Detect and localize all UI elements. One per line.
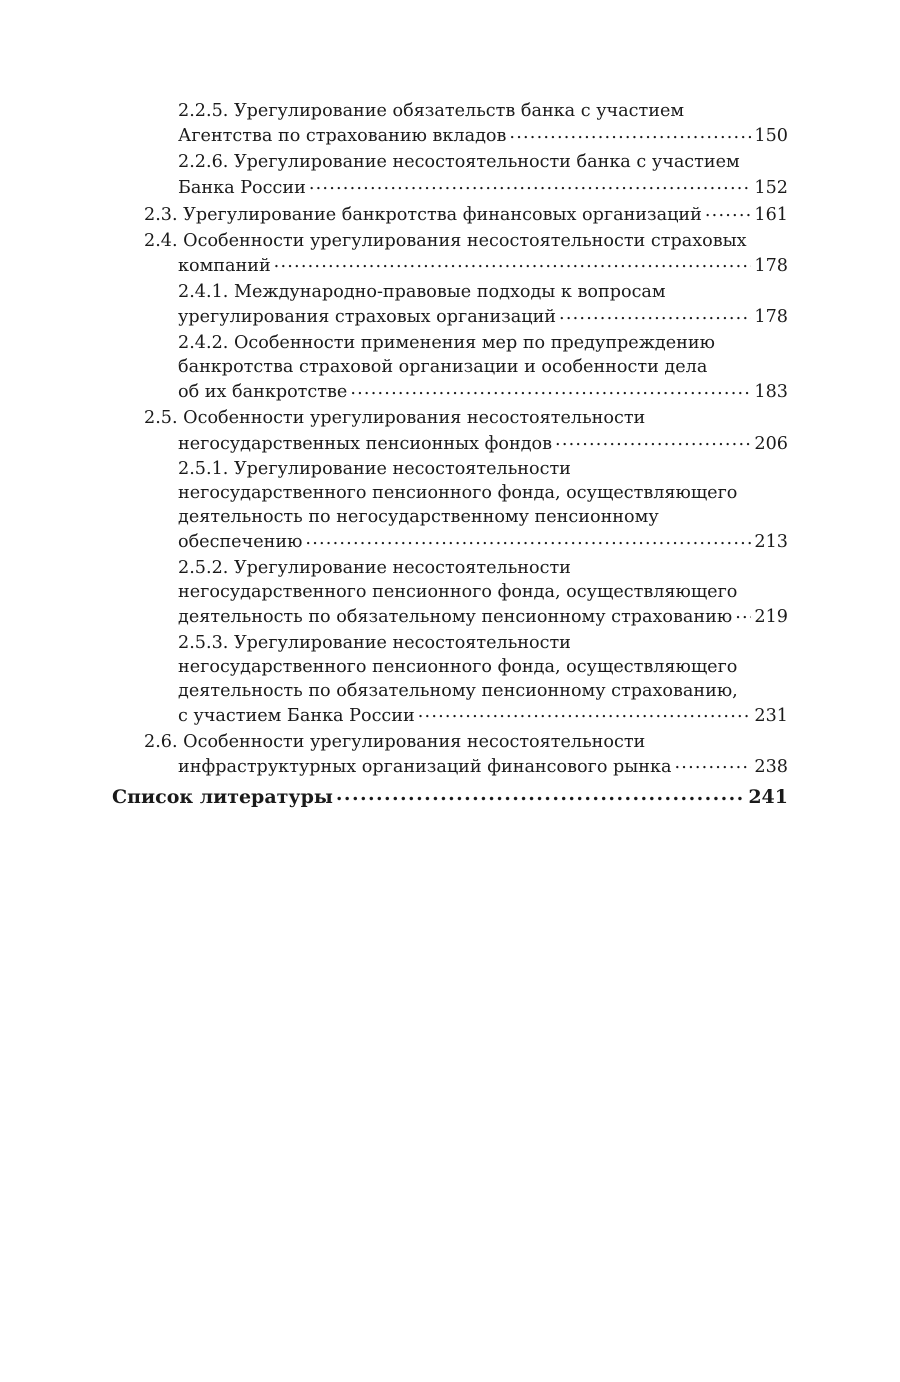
dot-leader [350,380,751,398]
toc-entry-last-line [178,175,788,200]
page-number: 161 [754,204,788,225]
page-number: 231 [754,706,788,727]
toc-entry[interactable] [112,407,788,456]
page-number: 178 [754,307,788,328]
toc-entry[interactable] [112,731,788,780]
toc-entry-title-end: с участием Банка России [178,706,415,727]
toc-entry[interactable] [112,557,788,630]
toc-entry-title-line: 2.5.1. Урегулирование несостоятельности [178,459,571,480]
toc-entry-title-end: Агентства по страхованию вкладов [178,126,507,147]
toc-entry-title-end: Банка России [178,177,306,198]
page-number: 241 [748,786,788,809]
toc-entry-title-end: 2.3. Урегулирование банкротства финансовых организаций [144,204,702,225]
dot-leader [509,124,751,142]
page-number: 213 [754,532,788,553]
table-of-contents [112,100,788,810]
toc-entry-last-line [178,124,788,149]
toc-entry-title-end: об их банкротстве [178,382,348,403]
toc-entry-last-line [178,380,788,405]
toc-entry-title-end: компаний [178,256,271,277]
toc-entry-last-line [178,530,788,555]
toc-entry[interactable] [112,100,788,149]
toc-entry[interactable] [112,202,788,227]
toc-entry-last-line [178,703,788,728]
dot-leader [735,605,751,623]
page-number: 206 [754,433,788,454]
toc-entry-last-line [144,254,788,279]
dot-leader [274,254,751,272]
toc-entry-last-line [144,755,788,780]
toc-entry-title-end: деятельность по обязательному пенсионному страхованию [178,607,733,628]
page-number: 183 [754,382,788,403]
toc-entry-title-line: негосударственного пенсионного фонда, осуществляющего [178,483,738,504]
toc-entry[interactable] [112,458,788,555]
toc-entry-title-line: 2.5.3. Урегулирование несостоятельности [178,633,571,654]
toc-entry[interactable] [112,632,788,729]
dot-leader [305,530,751,548]
page-number: 150 [754,126,788,147]
toc-entry-title-line: деятельность по обязательному пенсионному страхованию, [178,680,738,701]
toc-entry-title-line: 2.2.6. Урегулирование несостоятельности банка с участием [178,152,740,173]
toc-entry-last-line [112,784,788,810]
toc-entry-title-line: деятельность по негосударственному пенсионному [178,506,659,527]
toc-entry-title-line: 2.4.1. Международно-правовые подходы к вопросам [178,281,666,302]
toc-entry[interactable] [112,151,788,200]
toc-entry-title-line: 2.4.2. Особенности применения мер по предупреждению [178,333,715,354]
page-number: 178 [754,256,788,277]
toc-entry-title-line: 2.5. Особенности урегулирования несостоятельности [144,408,646,429]
toc-entry-title-line: негосударственного пенсионного фонда, осуществляющего [178,656,738,677]
toc-entry-title-line: банкротства страховой организации и особенности дела [178,356,708,377]
toc-entry-title-end: инфраструктурных организаций финансового рынка [178,757,672,778]
page-number: 152 [754,177,788,198]
toc-entry-last-line [144,431,788,456]
toc-entry[interactable] [112,332,788,405]
dot-leader [418,703,751,721]
dot-leader [336,784,745,803]
toc-entry-last-line [144,202,788,227]
toc-entry[interactable] [112,281,788,330]
dot-leader [674,755,751,773]
toc-entry-last-line [178,305,788,330]
toc-entry[interactable] [112,784,788,810]
toc-entry-title-end: Список литературы [112,786,333,809]
dot-leader [555,431,751,449]
toc-entry-title-end: урегулирования страховых организаций [178,307,557,328]
toc-entry-title-line: негосударственного пенсионного фонда, осуществляющего [178,581,738,602]
toc-entry-last-line [178,605,788,630]
dot-leader [309,175,751,193]
toc-entry-title-line: 2.4. Особенности урегулирования несостоятельности страховых [144,230,747,251]
toc-entry[interactable] [112,230,788,279]
toc-entry-title-line: 2.6. Особенности урегулирования несостоятельности [144,731,646,752]
dot-leader [705,202,751,220]
toc-entry-title-end: обеспечению [178,532,303,553]
page-number: 219 [754,607,788,628]
toc-entry-title-end: негосударственных пенсионных фондов [178,433,553,454]
page-number: 238 [754,757,788,778]
toc-entry-title-line: 2.5.2. Урегулирование несостоятельности [178,558,571,579]
toc-entry-title-line: 2.2.5. Урегулирование обязательств банка с участием [178,101,685,121]
dot-leader [559,305,751,323]
